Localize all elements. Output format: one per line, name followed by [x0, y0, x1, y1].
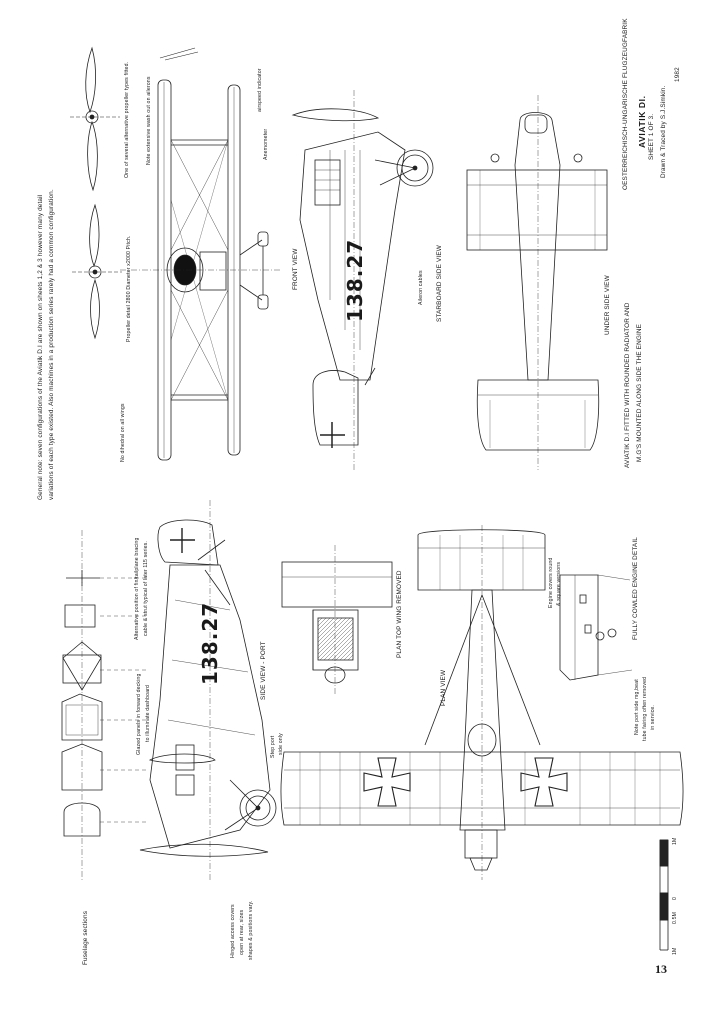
- aileron-washout-note: Note extensive wash out on ailerons: [146, 76, 152, 165]
- engine-detail: [560, 575, 632, 680]
- registration-starboard: 138.27: [343, 238, 367, 322]
- title-line-company: OESTERREICHISCH-UNGARISCHE FLUGZEUGFABRIK: [622, 18, 629, 190]
- engine-covers-note-line1: Engine covers round: [548, 557, 554, 608]
- glazed-panels-note-line2: to illuminate dashboard: [145, 684, 151, 742]
- anemometer-note: Anemometer: [263, 128, 269, 160]
- front-view-biplane: [120, 48, 280, 460]
- radiator-note-line2: M.G'S MOUNTED ALONG SIDE THE ENGINE: [636, 323, 643, 462]
- step-note-line2: side only: [278, 733, 284, 755]
- dihedral-note: No dihedral on all wings: [120, 403, 126, 462]
- title-draughtsman: Drawn & Traced by S.J.Simkin.: [660, 85, 667, 178]
- general-note-line2: variations of each type existed. Also machines in a production series rarely had a common configuration.: [48, 189, 55, 500]
- propeller-note-alt: One of several alternative propeller types fitted.: [124, 61, 130, 178]
- plan-top-wing-removed-label: PLAN TOP WING REMOVED: [396, 570, 403, 658]
- bracing-note-line1: Alternative position of fin/tailplane bracing: [134, 537, 140, 640]
- title-aircraft-name: AVIATIK DI.: [637, 95, 647, 148]
- step-note-line1: Step port: [270, 735, 276, 758]
- scale-label-top: 1M: [672, 837, 678, 845]
- fuselage-sections-label: Fuselage sections: [82, 910, 89, 965]
- plan-top-wing-removed: [282, 545, 392, 695]
- plan-view: [281, 525, 683, 880]
- under-side-view: [467, 95, 607, 470]
- starboard-view-label: STARBOARD SIDE VIEW: [436, 245, 443, 322]
- general-note-line1: General note: seven configurations of the Aviatik D.I are shown on sheets 1,2 & 3 however many detail: [37, 194, 44, 500]
- mg-note-line1: Note port side mg,beat: [634, 679, 640, 735]
- scale-bar: [660, 840, 668, 950]
- propeller-drawing-upper: [70, 48, 120, 190]
- aileron-cables-note: Aileron cables: [418, 270, 424, 305]
- propeller-drawing-lower: [72, 205, 122, 338]
- scale-label-bottom: 1M: [672, 947, 678, 955]
- under-side-view-label: UNDER SIDE VIEW: [604, 275, 611, 335]
- front-view-label: FRONT VIEW: [292, 248, 299, 290]
- access-covers-note-line2: open at rear, sizes: [239, 909, 245, 955]
- title-year: 1982: [674, 67, 681, 82]
- access-covers-note-line3: shapes & positions vary.: [248, 900, 254, 960]
- radiator-note-line1: AVIATIK D.I FITTED WITH ROUNDED RADIATOR AND: [624, 302, 631, 468]
- mg-note-line3: in service.: [650, 704, 656, 730]
- propeller-note-detail: Propeller detail 2800 Diameter x2000 Pitch.: [126, 235, 132, 342]
- mg-note-line2: tube fairing often removed: [642, 676, 648, 741]
- side-view-port: [140, 500, 276, 880]
- engine-covers-note-line2: & square versions: [556, 561, 562, 606]
- access-covers-note-line1: Hinged access covers: [230, 904, 236, 958]
- glazed-panels-note-line1: Glazed panels in forward decking: [136, 673, 142, 755]
- page-number: 13: [655, 962, 667, 976]
- registration-port: 138.27: [198, 601, 222, 685]
- title-sheet-number: SHEET 1 OF 3.: [648, 113, 655, 160]
- engine-detail-label: FULLY COWLED ENGINE DETAIL: [632, 537, 639, 640]
- scale-label-zero: 0: [672, 896, 678, 900]
- side-view-port-label: SIDE VIEW - PORT: [260, 641, 267, 700]
- plan-view-label: PLAN VIEW: [440, 669, 447, 706]
- scale-label-half: 0.5M: [672, 911, 678, 924]
- bracing-note-line2: cable & strut typical of later 115 series.: [143, 540, 149, 636]
- airspeed-indicator-note: airspeed indicator: [257, 68, 263, 112]
